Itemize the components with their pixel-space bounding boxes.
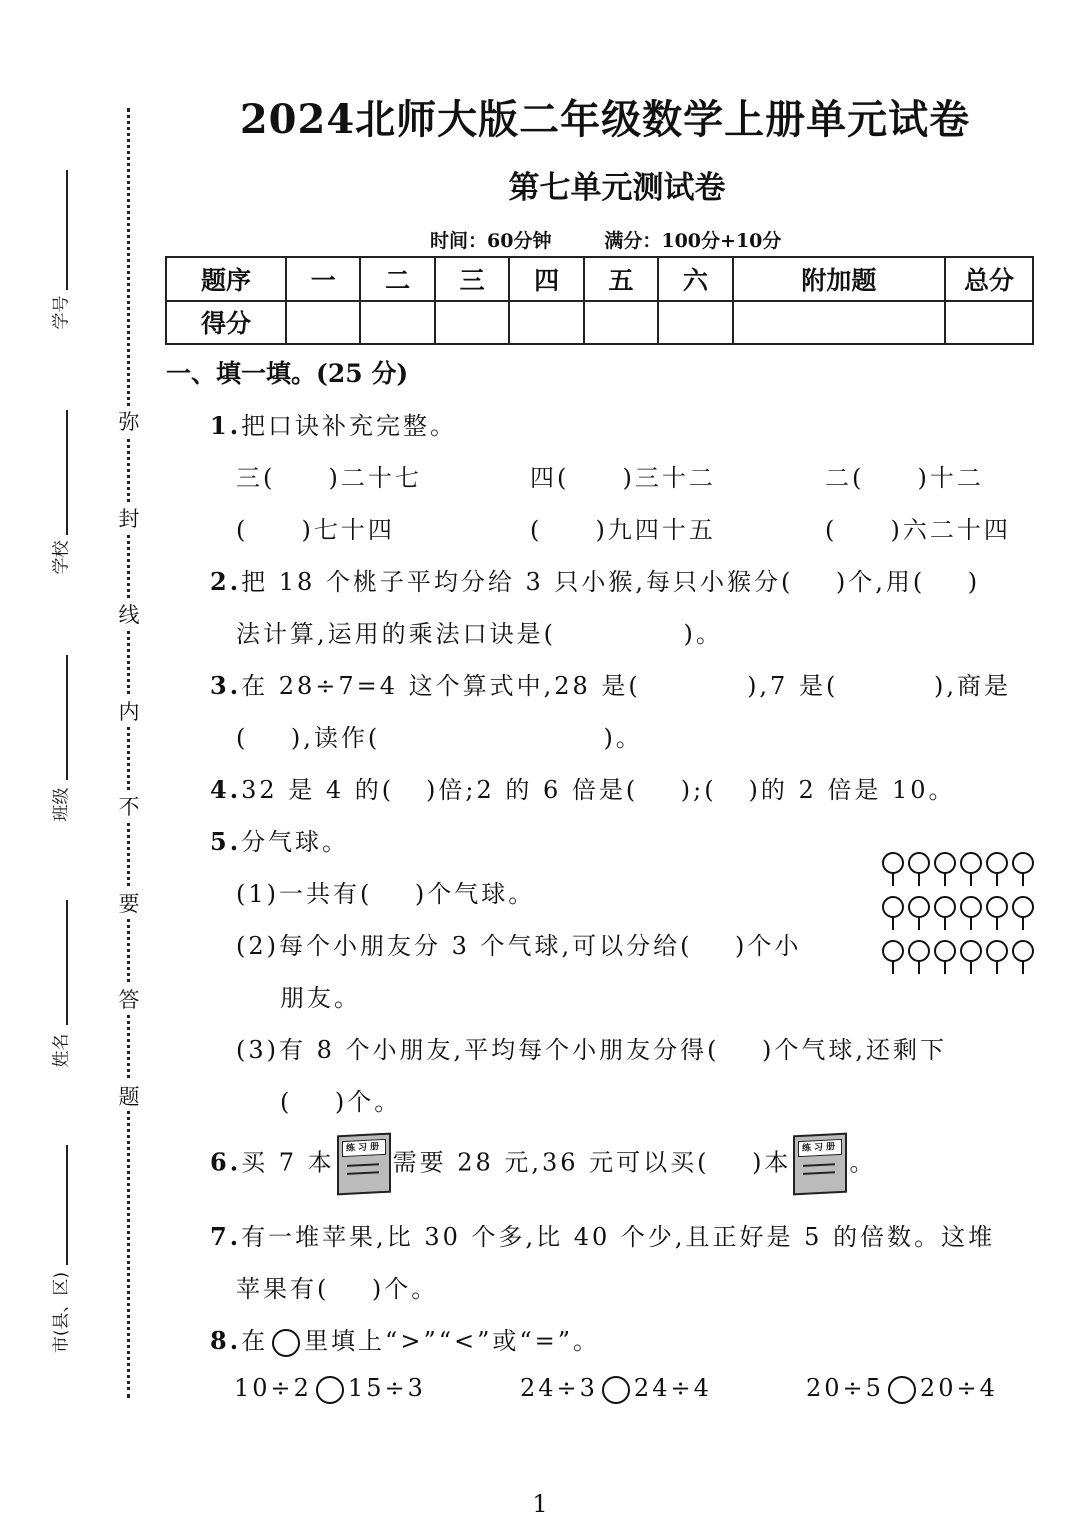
workbook-icon: 练习册 <box>337 1133 391 1196</box>
label-student-id: 学号 <box>51 295 72 330</box>
table-row <box>166 301 1033 345</box>
balloon-icon <box>906 850 932 890</box>
q2-line2: 法计算,运用的乘法口诀是( )。 <box>236 620 723 648</box>
balloon-icon <box>1010 850 1036 890</box>
question-8: 8.在 里填上“>”“<”或“=”。 <box>210 1326 601 1355</box>
workbook-icon: 练习册 <box>793 1133 847 1196</box>
table-row <box>166 257 1033 301</box>
seal-char: 弥 <box>116 406 142 436</box>
compare-item: 10÷2 15÷3 <box>234 1374 426 1402</box>
balloon-icon <box>880 850 906 890</box>
table-header: 二 <box>360 257 434 301</box>
seal-dotted-line <box>127 108 130 1398</box>
q1-item: ( )六二十四 <box>825 516 1011 544</box>
question-7: 7.有一堆苹果,比 30 个多,比 40 个少,且正好是 5 的倍数。这堆 <box>210 1222 996 1251</box>
q1-item: 四( )三十二 <box>530 464 716 492</box>
label-class: 班级 <box>51 787 72 822</box>
balloon-icon <box>984 850 1010 890</box>
q5-part2-cont: 朋友。 <box>280 984 361 1012</box>
seal-char: 封 <box>116 503 142 533</box>
seal-char: 线 <box>116 599 142 629</box>
balloon-icon <box>984 894 1010 934</box>
q1-item: 三( )二十七 <box>236 464 422 492</box>
table-header: 一 <box>286 257 360 301</box>
compare-circle[interactable] <box>316 1376 344 1404</box>
balloon-icon <box>958 894 984 934</box>
balloon-icon <box>958 850 984 890</box>
score-cell[interactable] <box>733 301 945 345</box>
balloon-icon <box>1010 938 1036 978</box>
q5-part3: (3)有 8 个小朋友,平均每个小朋友分得( )个气球,还剩下 <box>236 1036 948 1064</box>
label-school: 学校 <box>51 540 72 575</box>
seal-char: 题 <box>116 1081 142 1111</box>
question-3: 3.在 28÷7=4 这个算式中,28 是( ),7 是( ),商是 <box>210 671 1011 700</box>
table-header: 三 <box>435 257 509 301</box>
compare-circle[interactable] <box>602 1376 630 1404</box>
compare-item: 24÷3 24÷4 <box>520 1374 712 1402</box>
table-header: 五 <box>584 257 658 301</box>
label-district: 市(县、区) <box>51 1271 72 1354</box>
exam-meta: 时间：60分钟 满分：100分+10分 <box>430 230 782 252</box>
q3-line2: ( ),读作( )。 <box>236 724 643 752</box>
balloon-icon <box>906 938 932 978</box>
q1-item: ( )七十四 <box>236 516 395 544</box>
q1-item: 二( )十二 <box>825 464 984 492</box>
page-subtitle: 第七单元测试卷 <box>508 170 726 206</box>
table-header: 六 <box>658 257 732 301</box>
seal-char: 答 <box>116 984 142 1014</box>
score-table <box>165 256 1034 345</box>
score-cell[interactable] <box>360 301 434 345</box>
balloon-icon <box>932 894 958 934</box>
table-header: 总分 <box>945 257 1033 301</box>
question-6: 6.买 7 本 练习册 需要 28 元,36 元可以买( )本 练习册 。 <box>210 1134 876 1194</box>
section-heading: 一、填一填。(25 分) <box>166 359 409 388</box>
seal-char: 内 <box>116 696 142 726</box>
balloon-icon <box>880 894 906 934</box>
q5-part2: (2)每个小朋友分 3 个气球,可以分给( )个小 <box>236 932 802 960</box>
q5-part1: (1)一共有( )个气球。 <box>236 880 536 908</box>
balloon-icon <box>958 938 984 978</box>
row-label: 得分 <box>166 301 286 345</box>
question-1: 1.把口诀补充完整。 <box>210 411 458 440</box>
table-header: 四 <box>509 257 583 301</box>
score-cell[interactable] <box>286 301 360 345</box>
score-cell[interactable] <box>658 301 732 345</box>
balloon-icon <box>932 938 958 978</box>
question-2: 2.把 18 个桃子平均分给 3 只小猴,每只小猴分( )个,用( ) <box>210 567 981 596</box>
balloon-icon <box>1010 894 1036 934</box>
balloon-icon <box>932 850 958 890</box>
question-5: 5.分气球。 <box>210 827 350 856</box>
score-cell[interactable] <box>945 301 1033 345</box>
balloon-icon <box>984 938 1010 978</box>
seal-char: 不 <box>116 791 142 821</box>
balloon-icon <box>906 894 932 934</box>
q7-line2: 苹果有( )个。 <box>236 1275 439 1303</box>
q5-part3-cont: ( )个。 <box>280 1088 402 1116</box>
q1-item: ( )九四十五 <box>530 516 716 544</box>
table-header: 附加题 <box>733 257 945 301</box>
balloon-icon <box>880 938 906 978</box>
table-header: 题序 <box>166 257 286 301</box>
score-cell[interactable] <box>435 301 509 345</box>
field-line-district[interactable] <box>66 1145 68 1265</box>
compare-item: 20÷5 20÷4 <box>806 1374 998 1402</box>
circle-icon <box>272 1329 300 1357</box>
page-title: 2024北师大版二年级数学上册单元试卷 <box>239 96 971 143</box>
score-cell[interactable] <box>584 301 658 345</box>
seal-char: 要 <box>116 888 142 918</box>
page-number: 1 <box>532 1490 548 1518</box>
label-name: 姓名 <box>51 1033 72 1068</box>
balloon-illustration <box>880 850 1040 982</box>
compare-circle[interactable] <box>888 1376 916 1404</box>
score-cell[interactable] <box>509 301 583 345</box>
question-4: 4.32 是 4 的( )倍;2 的 6 倍是( );( )的 2 倍是 10。 <box>210 775 956 804</box>
